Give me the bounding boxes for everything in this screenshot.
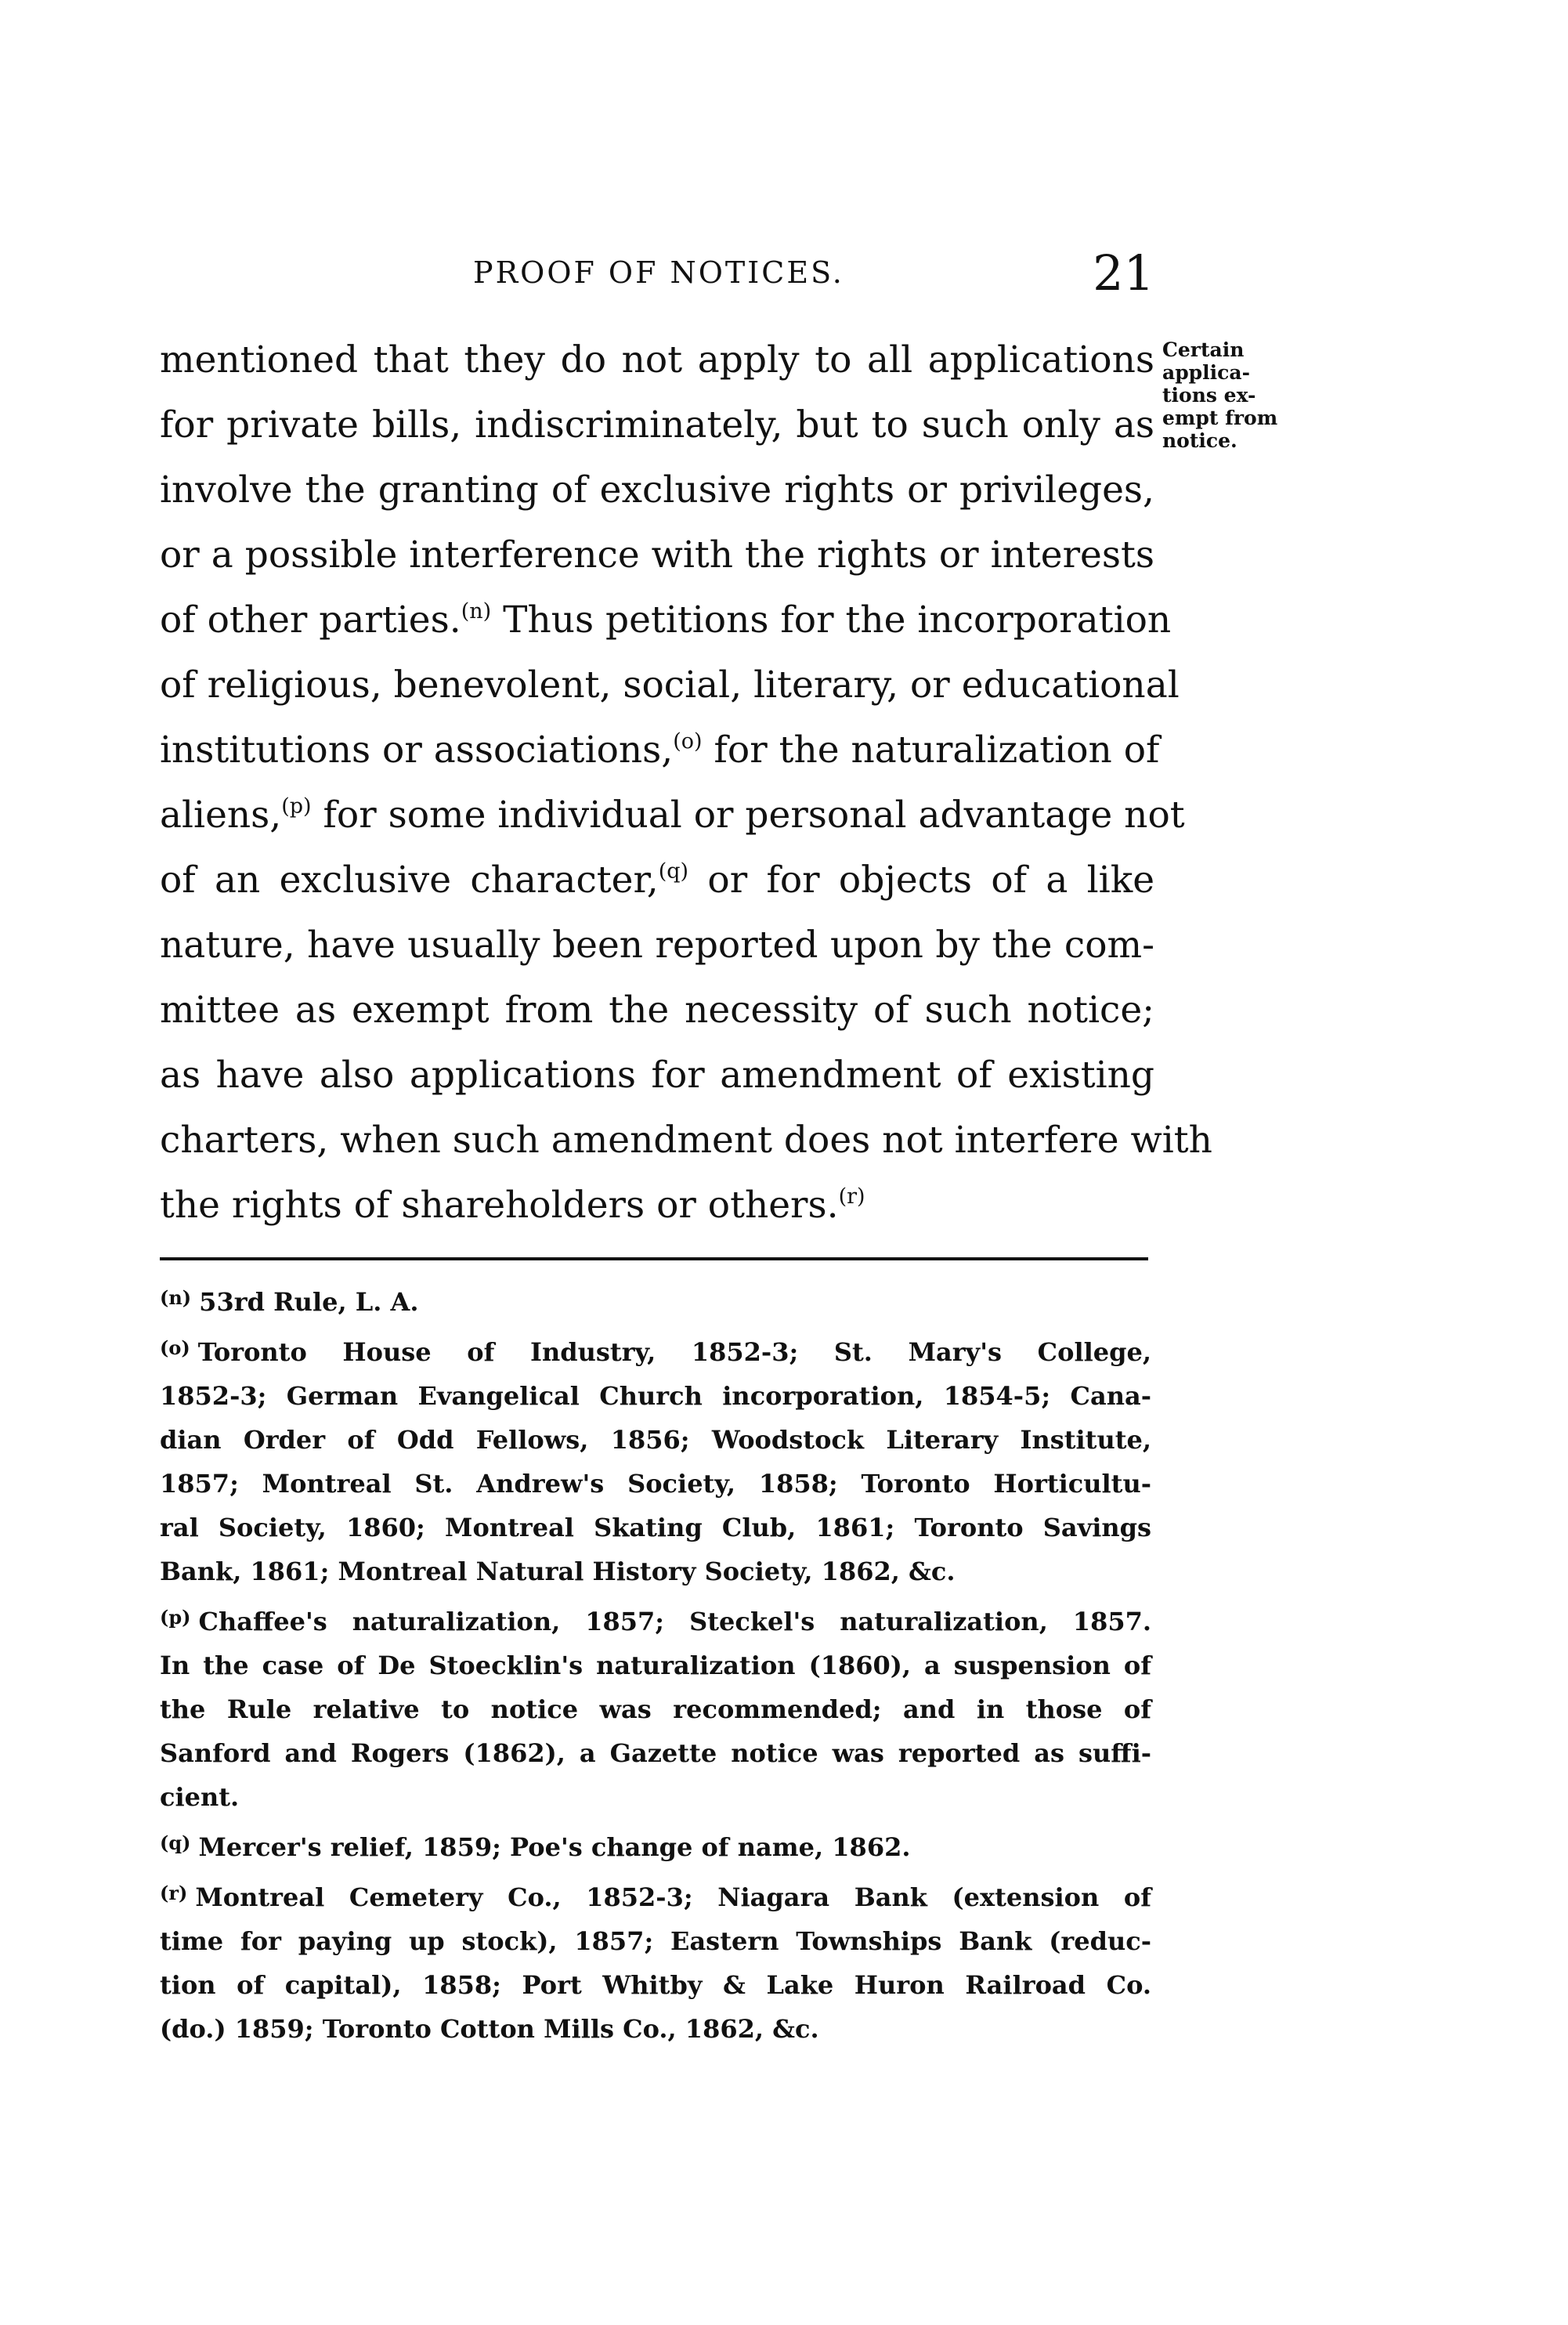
body-text-segment: Thus petitions for the incorporation	[491, 598, 1172, 642]
footnote-line: In the case of De Stoecklin's naturalization (1860), a suspension of	[160, 1651, 1151, 1680]
footnote-marker: (q)	[160, 1831, 191, 1854]
footnote-text: Mercer's relief, 1859; Poe's change of name, 1862.	[198, 1832, 911, 1862]
running-head: PROOF OF NOTICES.	[473, 255, 844, 290]
body-line: or a possible interference with the rights or interests	[160, 533, 1154, 577]
footnote-ref-p: (p)	[281, 794, 312, 819]
footnote-line: time for paying up stock), 1857; Eastern Townships Bank (reduc-	[160, 1926, 1151, 1956]
page-number: 21	[1093, 244, 1154, 302]
footnote-line: 1852-3; German Evangelical Church incorporation, 1854-5; Cana-	[160, 1381, 1151, 1411]
footnote-marker: (r)	[160, 1882, 188, 1904]
footnote-ref-r: (r)	[838, 1184, 865, 1209]
footnote-p	[160, 1600, 1151, 1643]
body-line: for private bills, indiscriminately, but to such only as	[160, 403, 1154, 447]
body-line: involve the granting of exclusive rights or privileges,	[160, 468, 1154, 512]
body-line	[160, 718, 1160, 783]
marginal-note	[1162, 338, 1319, 452]
footnote-marker: (p)	[160, 1606, 191, 1629]
body-line	[160, 588, 1172, 653]
footnote-ref-q: (q)	[658, 859, 689, 884]
body-text-segment: the rights of shareholders or others.	[160, 1184, 839, 1227]
footnote-text: Chaffee's naturalization, 1857; Steckel's naturalization, 1857.	[198, 1607, 1151, 1636]
body-line	[160, 1173, 1154, 1238]
footnote-line: Sanford and Rogers (1862), a Gazette notice was reported as suffi-	[160, 1738, 1151, 1768]
footnote-n	[160, 1280, 1151, 1324]
footnote-line: 1857; Montreal St. Andrew's Society, 1858; Toronto Horticultu-	[160, 1469, 1151, 1499]
marginal-note-line: notice.	[1162, 429, 1237, 452]
body-text-segment: institutions or associations,	[160, 729, 674, 772]
body-line	[160, 783, 1185, 848]
footnote-line: the Rule relative to notice was recommended; and in those of	[160, 1694, 1151, 1724]
footnote-line: ral Society, 1860; Montreal Skating Club, 1861; Toronto Savings	[160, 1513, 1151, 1542]
body-text-segment: of other parties.	[160, 598, 461, 642]
marginal-note-line: applica-	[1162, 361, 1250, 384]
body-line: charters, when such amendment does not interfere with	[160, 1119, 1212, 1162]
body-text-segment: or for objects of a like	[688, 859, 1155, 902]
footnote-text: 53rd Rule, L. A.	[199, 1287, 419, 1317]
body-text-segment: of an exclusive character,	[160, 859, 659, 902]
footnote-r	[160, 1875, 1151, 1919]
footnote-o	[160, 1330, 1151, 1374]
body-line: mittee as exempt from the necessity of such notice;	[160, 989, 1154, 1032]
footnote-line: Bank, 1861; Montreal Natural History Society, 1862, &c.	[160, 1557, 956, 1586]
footnote-text: Toronto House of Industry, 1852-3; St. Mary's College,	[197, 1337, 1151, 1367]
marginal-note-line: Certain	[1162, 338, 1245, 361]
footnote-q	[160, 1825, 1151, 1869]
footnote-text: Montreal Cemetery Co., 1852-3; Niagara Bank (extension of	[195, 1882, 1151, 1912]
body-line: mentioned that they do not apply to all applications	[160, 338, 1154, 381]
footnote-divider	[160, 1257, 1148, 1260]
footnote-line: dian Order of Odd Fellows, 1856; Woodstock Literary Institute,	[160, 1425, 1151, 1455]
body-text-segment: for some individual or personal advantage not	[311, 794, 1185, 837]
body-text-segment: for the naturalization of	[702, 729, 1160, 772]
body-line: as have also applications for amendment of existing	[160, 1054, 1154, 1097]
footnote-marker: (n)	[160, 1286, 192, 1309]
footnote-line: tion of capital), 1858; Port Whitby & Lake Huron Railroad Co.	[160, 1970, 1151, 2000]
body-text-segment: aliens,	[160, 794, 282, 837]
body-line	[160, 848, 1154, 913]
body-line: of religious, benevolent, social, literary, or educational	[160, 664, 1180, 707]
footnote-ref-n: (n)	[461, 599, 492, 624]
marginal-note-line: tions ex-	[1162, 384, 1256, 407]
footnote-ref-o: (o)	[673, 729, 703, 754]
marginal-note-line: empt from	[1162, 407, 1278, 429]
footnote-line: cient.	[160, 1782, 240, 1812]
page-header	[160, 244, 1154, 312]
body-line: nature, have usually been reported upon by the com-	[160, 924, 1154, 967]
footnotes	[160, 1280, 1151, 2051]
footnote-marker: (o)	[160, 1336, 190, 1359]
footnote-line: (do.) 1859; Toronto Cotton Mills Co., 1862, &c.	[160, 2014, 819, 2044]
